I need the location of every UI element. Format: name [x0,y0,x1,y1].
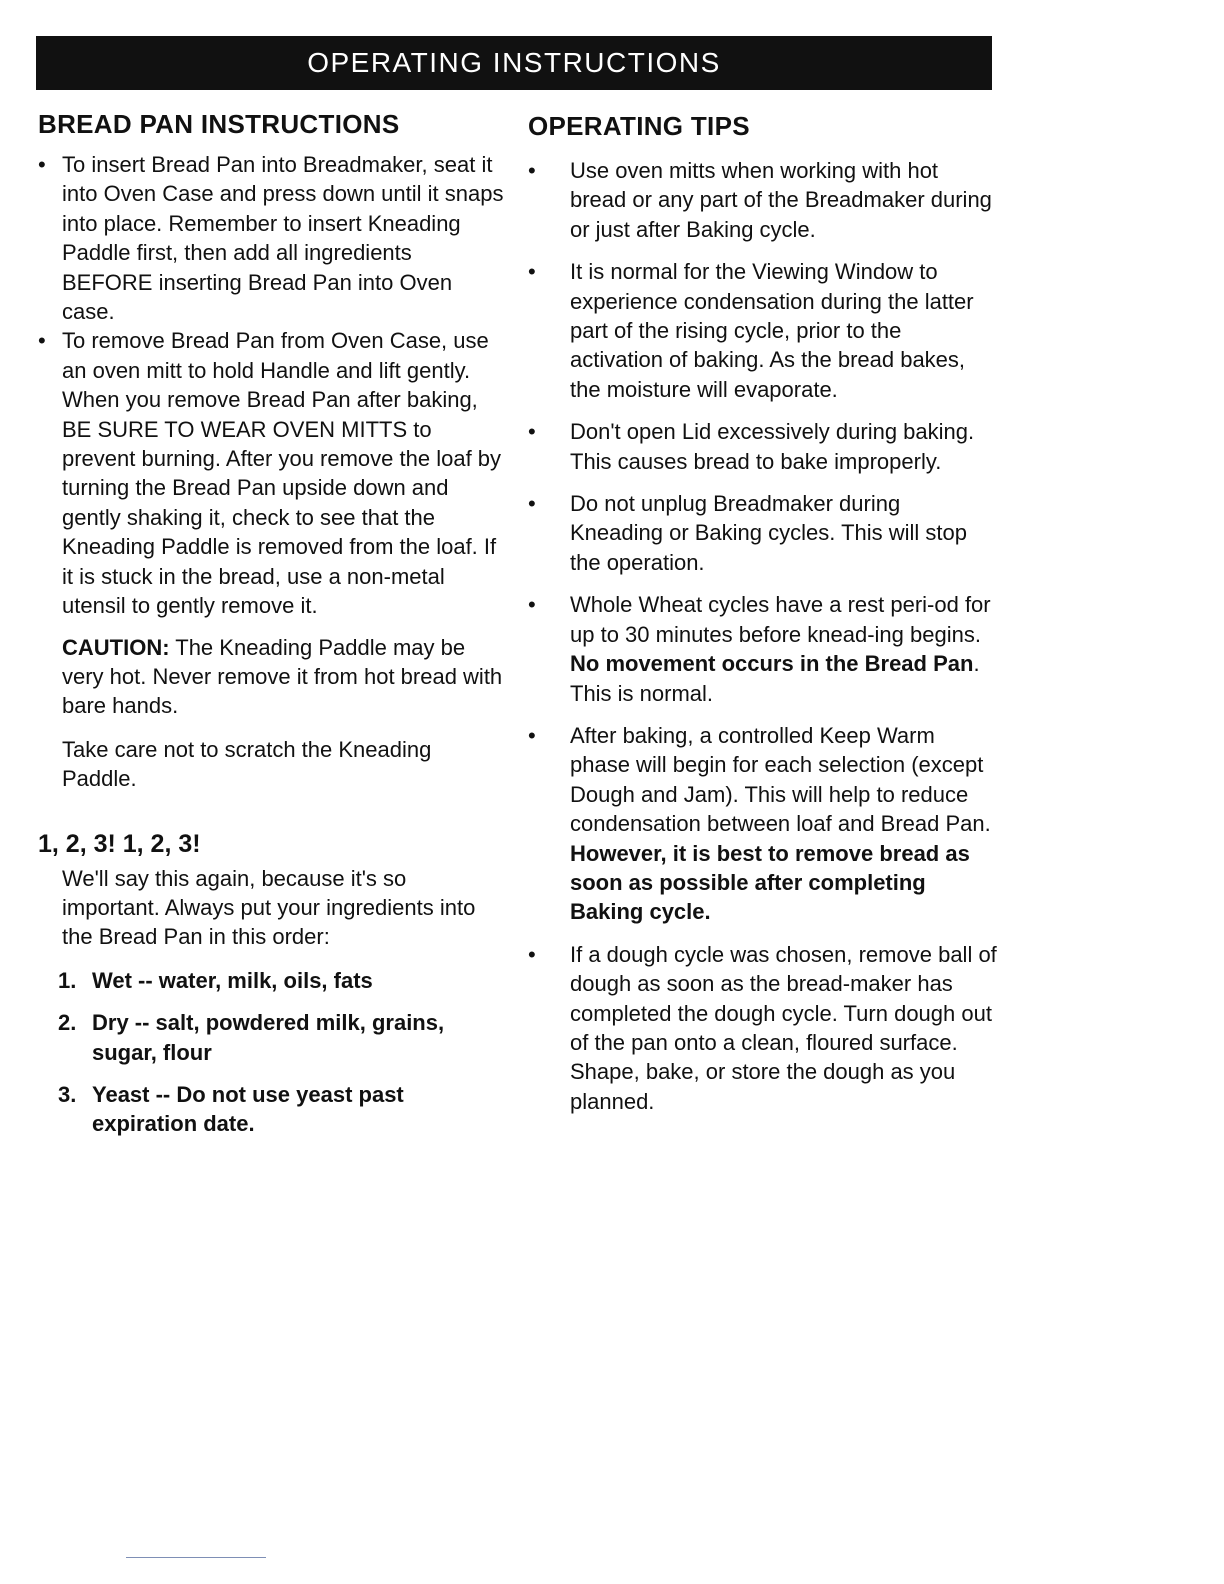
order-intro: We'll say this again, because it's so important. Always put your ingredients into the Bread Pan in this order: [62,865,476,950]
page-banner [36,36,992,90]
caution-label: CAUTION: [62,634,170,660]
list-item: • To insert Bread Pan into Breadmaker, seat it into Oven Case and press down until it snaps into place. Remember to insert Kneading Paddle first, then add all ingredients BEFORE inserting Bread Pan into Oven case. [38,150,508,326]
tip-emphasis: However, it is best to remove bread as soon as possible after completing Baking cycle. [570,840,970,925]
bread-pan-list [38,150,508,621]
step-text: Dry -- salt, powdered milk, grains, sugar, flour [92,1010,445,1065]
list-item [58,966,508,995]
tip-text: After baking, a controlled Keep Warm phase will begin for each selection (except Dough and Jam). This will help to reduce condensation between loaf and Bread Pan. [570,722,991,837]
list-item: • To remove Bread Pan from Oven Case, use an oven mitt to hold Handle and lift gently. When you remove Bread Pan after baking, BE SURE TO WEAR OVEN MITTS to prevent burning. After you remove the loaf by turning the Bread Pan upside down and gently shaking it, check to see that the Kneading Paddle is removed from the loaf. If it is stuck in the bread, use a non-metal utensil to gently remove it. [38,326,508,620]
list-item: • Do not unplug Breadmaker during Kneading or Baking cycles. This will stop the operation. [528,489,998,577]
banner-title: OPERATING INSTRUCTIONS [307,47,721,78]
list-item: • It is normal for the Viewing Window to experience condensation during the latter part of the rising cycle, prior to the activation of baking. As the bread bakes, the moisture will evaporate. [528,257,998,404]
step-number: 1. [58,967,77,993]
caution-paragraph [62,633,508,721]
caution-text: The Kneading Paddle may be very hot. Never remove it from hot bread with bare hands. [62,634,503,719]
step-text: Yeast -- Do not use yeast past expiration date. [92,1081,404,1137]
tips-list [528,156,998,1116]
list-item: • If a dough cycle was chosen, remove ball of dough as soon as the bread-maker has completed the dough cycle. Turn dough out of the pan onto a clean, floured surface. Shape, bake, or store the dough as you planned. [528,940,998,1116]
operating-tips-heading: OPERATING TIPS [528,111,750,141]
tip-text: . This is normal. [570,651,980,706]
tip-emphasis: No movement occurs in the Bread Pan [570,651,974,677]
tip-text: Whole Wheat cycles have a rest peri-od for up to 30 minutes before knead-ing begins. [570,592,991,647]
list-item: • Use oven mitts when working with hot bread or any part of the Breadmaker during or just after Baking cycle. [528,156,998,244]
step-number: 3. [58,1081,77,1107]
footer-rule [126,1557,266,1558]
ingredient-order-list [58,966,508,1139]
list-item [528,721,998,927]
operating-tips-column [528,110,998,1129]
bread-pan-column [38,108,508,1152]
list-item [58,1008,508,1067]
step-number: 2. [58,1010,77,1036]
care-paragraph: Take care not to scratch the Kneading Paddle. [62,736,432,792]
step-text: Wet -- water, milk, oils, fats [92,967,373,993]
order-heading: 1, 2, 3! 1, 2, 3! [38,829,201,858]
bread-pan-heading: BREAD PAN INSTRUCTIONS [38,109,400,139]
list-item [528,590,998,708]
list-item: • Don't open Lid excessively during baking. This causes bread to bake improperly. [528,417,998,476]
list-item [58,1080,508,1139]
